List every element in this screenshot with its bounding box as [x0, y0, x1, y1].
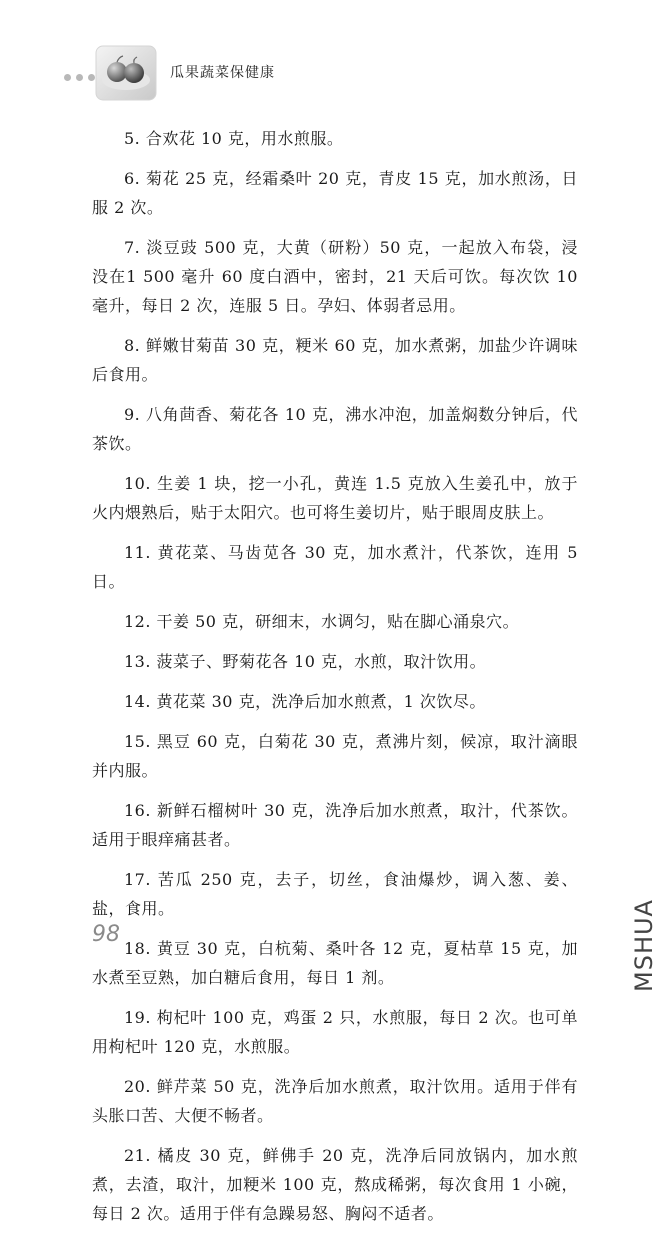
list-item: 10. 生姜 1 块，挖一小孔，黄连 1.5 克放入生姜孔中，放于火内煨熟后，贴于太阳穴。也可将生姜切片，贴于眼周皮肤上。	[92, 474, 578, 522]
list-item: 12. 干姜 50 克，研细末，水调匀，贴在脚心涌泉穴。	[124, 612, 520, 631]
list-item: 14. 黄花菜 30 克，洗净后加水煎煮，1 次饮尽。	[124, 692, 486, 711]
dot	[64, 74, 71, 81]
watermark: MSHUA	[630, 899, 658, 992]
list-item: 20. 鲜芹菜 50 克，洗净后加水煎煮，取汁饮用。适用于伴有头胀口苦、大便不畅者。	[92, 1077, 578, 1125]
list-item: 13. 菠菜子、野菊花各 10 克，水煎，取汁饮用。	[124, 652, 487, 671]
list-item: 18. 黄豆 30 克，白杭菊、桑叶各 12 克，夏枯草 15 克，加水煮至豆熟，加白糖后食用，每日 1 剂。	[92, 939, 578, 987]
page-header	[0, 40, 662, 110]
list-item: 17. 苦瓜 250 克，去子，切丝，食油爆炒，调入葱、姜、盐，食用。	[92, 870, 578, 918]
list-item: 16. 新鲜石榴树叶 30 克，洗净后加水煎煮，取汁，代茶饮。适用于眼痒痛甚者。	[92, 801, 578, 849]
decorative-dots	[64, 74, 95, 81]
fruit-plate-icon	[94, 44, 158, 102]
list-item: 21. 橘皮 30 克，鲜佛手 20 克，洗净后同放锅内，加水煎煮，去渣，取汁，加粳米 100 克，熬成稀粥，每次食用 1 小碗，每日 2 次。适用于伴有急躁易怒、胸闷不适者。	[92, 1146, 578, 1223]
list-item: 5. 合欢花 10 克，用水煎服。	[124, 129, 344, 148]
list-item: 9. 八角茴香、菊花各 10 克，沸水冲泡，加盖焖数分钟后，代茶饮。	[92, 405, 578, 453]
running-header-title: 瓜果蔬菜保健康	[170, 65, 275, 81]
dot	[76, 74, 83, 81]
list-item: 15. 黑豆 60 克，白菊花 30 克，煮沸片刻，候凉，取汁滴眼并内服。	[92, 732, 578, 780]
list-item: 8. 鲜嫩甘菊苗 30 克，粳米 60 克，加水煮粥，加盐少许调味后食用。	[92, 336, 578, 384]
list-item: 11. 黄花菜、马齿苋各 30 克，加水煮汁，代茶饮，连用 5 日。	[92, 543, 578, 591]
page-number: 98	[92, 922, 120, 947]
recipe-list	[92, 124, 578, 1239]
list-item: 7. 淡豆豉 500 克，大黄（研粉）50 克，一起放入布袋，浸没在1 500 毫升 60 度白酒中，密封，21 天后可饮。每次饮 10 毫升，每日 2 次，连服 5 日。孕妇、体弱者忌用。	[92, 238, 578, 315]
list-item: 19. 枸杞叶 100 克，鸡蛋 2 只，水煎服，每日 2 次。也可单用枸杞叶 120 克，水煎服。	[92, 1008, 578, 1056]
list-item: 6. 菊花 25 克，经霜桑叶 20 克，青皮 15 克，加水煎汤，日服 2 次。	[92, 169, 578, 217]
